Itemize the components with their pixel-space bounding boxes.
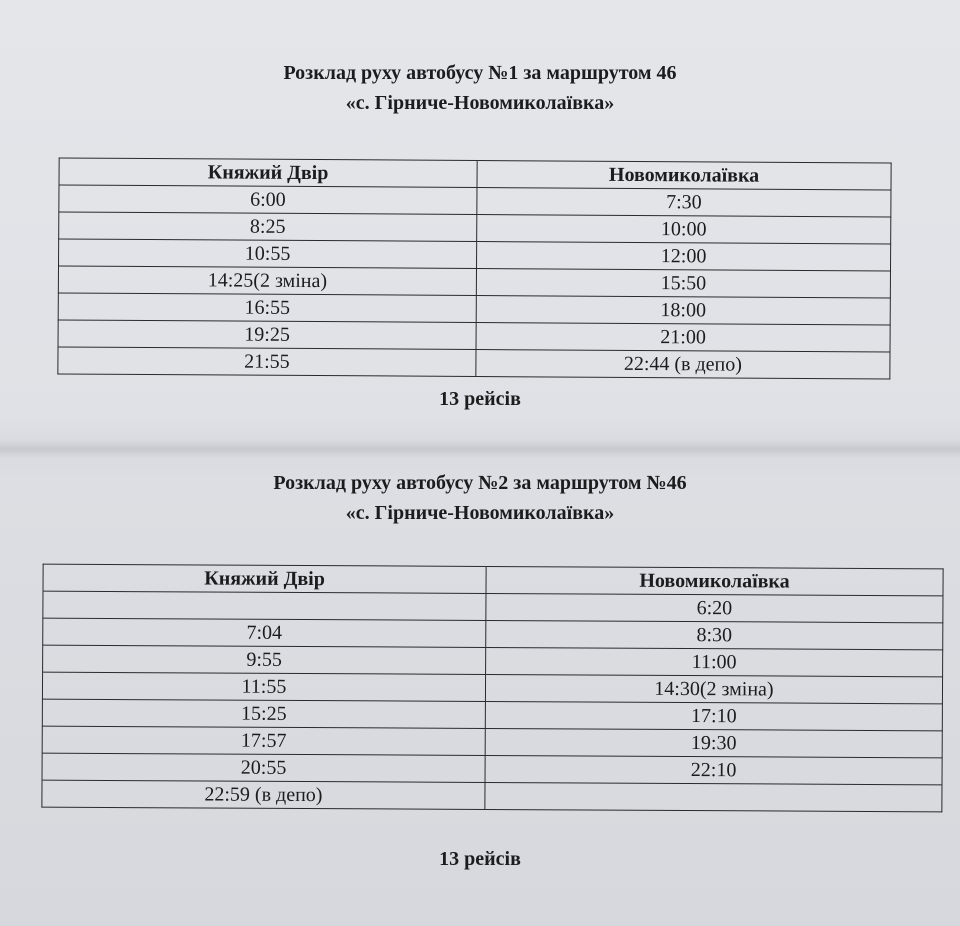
column-header: Княжий Двір — [43, 564, 486, 593]
table-cell: 21:55 — [58, 347, 476, 377]
table-cell: 19:30 — [485, 728, 942, 757]
table-cell: 17:57 — [42, 726, 485, 755]
table-cell: 20:55 — [42, 753, 485, 782]
table-row — [58, 347, 890, 379]
schedule1-title-line2: «с. Гірниче-Новомиколаївка» — [345, 92, 615, 114]
table-cell: 16:55 — [58, 293, 476, 323]
column-header: Новомиколаївка — [486, 566, 943, 595]
table-cell: 10:00 — [477, 215, 891, 245]
table-cell: 22:44 (в депо) — [476, 350, 890, 380]
schedule2-trip-count: 13 рейсів — [439, 848, 521, 870]
table-cell: 14:30(2 зміна) — [485, 674, 942, 703]
schedule1-table — [57, 157, 891, 379]
table-cell: 15:50 — [476, 269, 890, 299]
schedule1-trip-count: 13 рейсів — [439, 388, 521, 410]
column-header: Новомиколаївка — [477, 161, 891, 191]
table-cell: 19:25 — [58, 320, 476, 350]
table-cell: 15:25 — [42, 699, 485, 728]
schedule2-title-line1: Розклад руху автобусу №2 за маршрутом №46 — [273, 472, 687, 494]
table-cell: 18:00 — [476, 296, 890, 326]
table-cell: 10:55 — [59, 239, 477, 269]
schedule2-title-line2: «с. Гірниче-Новомиколаївка» — [345, 502, 615, 524]
table-cell: 17:10 — [485, 701, 942, 730]
table-cell: 7:04 — [43, 618, 486, 647]
table-cell — [485, 782, 942, 811]
schedule2-table — [41, 564, 943, 813]
table-cell: 7:30 — [477, 188, 891, 218]
table-row — [42, 780, 942, 812]
table-cell: 11:55 — [42, 672, 485, 701]
column-header: Княжий Двір — [59, 158, 477, 188]
table-cell: 14:25(2 зміна) — [58, 266, 476, 296]
table-cell: 6:00 — [59, 185, 477, 215]
table-cell: 8:25 — [59, 212, 477, 242]
table-cell: 21:00 — [476, 323, 890, 353]
table-cell: 12:00 — [476, 242, 890, 272]
table-cell: 6:20 — [486, 593, 943, 622]
paper-fold — [0, 440, 960, 458]
table-cell: 9:55 — [43, 645, 486, 674]
table-cell: 22:59 (в депо) — [42, 780, 485, 809]
table-cell: 8:30 — [486, 620, 943, 649]
table-cell: 11:00 — [486, 647, 943, 676]
table-cell — [43, 591, 486, 620]
schedule1-title-line1: Розклад руху автобусу №1 за маршрутом 46 — [283, 62, 677, 84]
table-cell: 22:10 — [485, 755, 942, 784]
